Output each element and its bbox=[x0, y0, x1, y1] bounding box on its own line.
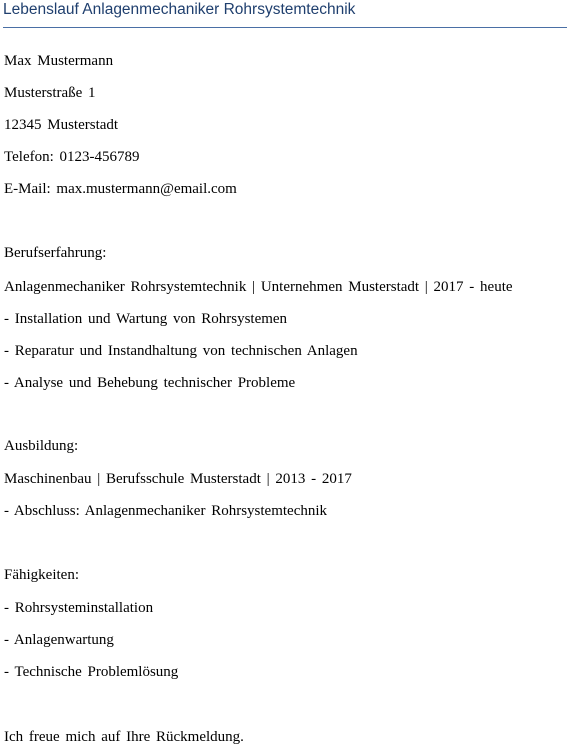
list-item: - Abschluss: Anlagenmechaniker Rohrsystemtechnik bbox=[4, 503, 328, 519]
contact-street: Musterstraße 1 bbox=[4, 85, 96, 101]
contact-city: 12345 Musterstadt bbox=[4, 117, 119, 133]
education-entry: Maschinenbau | Berufsschule Musterstadt | 2013 - 2017 bbox=[4, 471, 352, 487]
contact-email: E-Mail: max.mustermann@email.com bbox=[4, 181, 237, 197]
experience-heading: Berufserfahrung: bbox=[4, 245, 107, 261]
list-item: - Reparatur und Instandhaltung von technischen Anlagen bbox=[4, 343, 358, 359]
page-title: Lebenslauf Anlagenmechaniker Rohrsystemtechnik bbox=[3, 1, 356, 18]
education-heading: Ausbildung: bbox=[4, 438, 79, 454]
closing-sentence: Ich freue mich auf Ihre Rückmeldung. bbox=[4, 729, 244, 745]
list-item: - Rohrsysteminstallation bbox=[4, 600, 154, 616]
contact-name: Max Mustermann bbox=[4, 53, 114, 69]
skills-heading: Fähigkeiten: bbox=[4, 567, 79, 583]
list-item: - Analyse und Behebung technischer Probleme bbox=[4, 375, 296, 391]
contact-phone: Telefon: 0123-456789 bbox=[4, 149, 140, 165]
list-item: - Installation und Wartung von Rohrsystemen bbox=[4, 311, 288, 327]
experience-position: Anlagenmechaniker Rohrsystemtechnik | Unternehmen Musterstadt | 2017 - heute bbox=[4, 279, 513, 295]
list-item: - Technische Problemlösung bbox=[4, 664, 179, 680]
list-item: - Anlagenwartung bbox=[4, 632, 114, 648]
page-header bbox=[3, 0, 567, 28]
